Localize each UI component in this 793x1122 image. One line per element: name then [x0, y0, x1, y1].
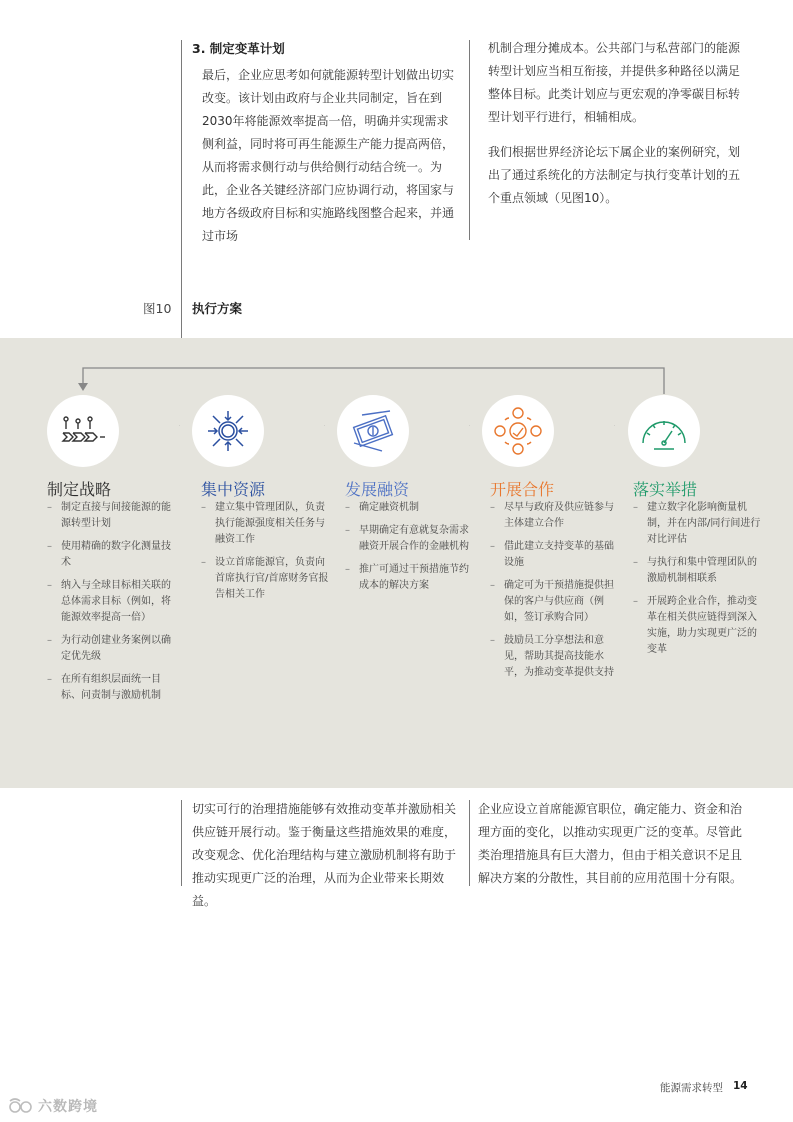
column-rule-mid-bottom	[469, 800, 470, 886]
stage-5-title: 落实举措	[633, 480, 698, 499]
stage-4-title: 开展合作	[490, 480, 555, 499]
stage-3-bullets	[345, 500, 473, 601]
figure-title: 执行方案	[192, 301, 243, 316]
strategy-chevrons-icon	[59, 411, 107, 451]
list-item: – 与执行和集中管理团队的激励机制相联系	[633, 555, 765, 587]
bottom-left-column	[192, 798, 460, 913]
stage-2-circle	[192, 395, 264, 467]
list-item: – 使用精确的数字化测量技术	[47, 539, 175, 571]
list-item: – 确定融资机制	[345, 500, 473, 516]
list-item: – 设立首席能源官，负责向首席执行官/首席财务官报告相关工作	[201, 555, 329, 603]
list-item: – 在所有组织层面统一目标、问责制与激励机制	[47, 672, 175, 704]
list-item: – 借此建立支持变革的基础设施	[490, 539, 618, 571]
column-rule-left-bottom	[181, 800, 182, 886]
list-item: – 推广可通过干预措施节约成本的解决方案	[345, 562, 473, 594]
list-item: – 早期确定有意就复杂需求融资开展合作的金融机构	[345, 523, 473, 555]
figure-number: 图10	[143, 301, 172, 316]
execution-plan-figure	[0, 338, 793, 788]
list-item: – 开展跨企业合作，推动变革在相关供应链得到深入实施，助力实现更广泛的变革	[633, 594, 765, 658]
list-item: – 鼓励员工分享想法和意见，帮助其提高技能水平，为推动变革提供支持	[490, 633, 618, 681]
people-network-icon	[493, 406, 543, 456]
right-paragraph-2: 我们根据世界经济论坛下属企业的案例研究，划出了通过系统化的方法制定与执行变革计划的五个重点领域（见图10）。	[488, 145, 741, 205]
stage-1-title: 制定战略	[47, 480, 112, 499]
column-rule-mid-top	[469, 40, 470, 240]
list-item: – 纳入与全球目标相关联的总体需求目标（例如，将能源效率提高一倍）	[47, 578, 175, 626]
flow-arrow-4	[554, 424, 628, 426]
section-body: 最后，企业应思考如何就能源转型计划做出切实改变。该计划由政府与企业共同制定，旨在到2030年将能源效率提高一倍，明确并实现需求侧利益，同时将可再生能源生产能力提高两倍，从而将需求侧行动与供给侧行动结合统一。为此，企业各关键经济部门应协调行动，将国家与地方各级政府目标和实施路线图整合起来，并通过市场	[202, 68, 455, 243]
stage-3-circle	[337, 395, 409, 467]
footer-doc-title: 能源需求转型	[660, 1082, 723, 1094]
list-item: – 尽早与政府及供应链参与主体建立合作	[490, 500, 618, 532]
stage-3-title: 发展融资	[345, 480, 410, 499]
list-item: – 为行动创建业务案例以确定优先级	[47, 633, 175, 665]
stage-4-circle	[482, 395, 554, 467]
stage-5-circle	[628, 395, 700, 467]
right-paragraph-1: 机制合理分摊成本。公共部门与私营部门的能源转型计划应当相互衔接，并提供多种路径以满足整体目标。此类计划应与更宏观的净零碳目标转型计划平行进行，相辅相成。	[488, 41, 741, 124]
watermark-logo	[8, 1094, 108, 1118]
flow-arrow-1	[119, 424, 193, 426]
stage-4-bullets	[490, 500, 618, 688]
watermark-text: 六数跨境	[38, 1099, 98, 1115]
stage-5-bullets	[633, 500, 765, 665]
column-rule-left-top	[181, 40, 182, 338]
list-item: – 确定可为干预措施提供担保的客户与供应商（例如，签订承购合同）	[490, 578, 618, 626]
top-right-column	[488, 37, 750, 210]
stage-1-circle	[47, 395, 119, 467]
banknote-icon	[348, 409, 398, 453]
hub-arrows-icon	[204, 407, 252, 455]
flow-arrow-3	[409, 424, 483, 426]
top-left-column	[192, 37, 460, 248]
stage-2-bullets	[201, 500, 329, 610]
bottom-right-paragraph: 企业应设立首席能源官职位，确定能力、资金和治理方面的变化，以推动实现更广泛的变革。尽管此类治理措施具有巨大潜力，但由于相关意识不足且解决方案的分散性，其目前的应用范围十分有限。	[478, 802, 743, 885]
section-title: 3. 制定变革计划	[192, 41, 285, 56]
watermark-glyph-icon	[8, 1096, 34, 1116]
gauge-icon	[639, 411, 689, 451]
list-item: – 建立数字化影响衡量机制，并在内部/同行间进行对比评估	[633, 500, 765, 548]
list-item: – 建立集中管理团队，负责执行能源强度相关任务与融资工作	[201, 500, 329, 548]
flow-arrow-2	[264, 424, 338, 426]
stage-1-bullets	[47, 500, 175, 711]
bottom-right-column	[478, 798, 750, 890]
feedback-loop-arrow-icon	[0, 338, 793, 398]
list-item: – 制定直接与间接能源的能源转型计划	[47, 500, 175, 532]
bottom-left-paragraph: 切实可行的治理措施能够有效推动变革并激励相关供应链开展行动。鉴于衡量这些措施效果的难度，改变观念、优化治理结构与建立激励机制将有助于推动实现更广泛的治理，从而为企业带来长期效益。	[192, 802, 457, 908]
page-number: 14	[733, 1080, 748, 1092]
stage-2-title: 集中资源	[201, 480, 266, 499]
